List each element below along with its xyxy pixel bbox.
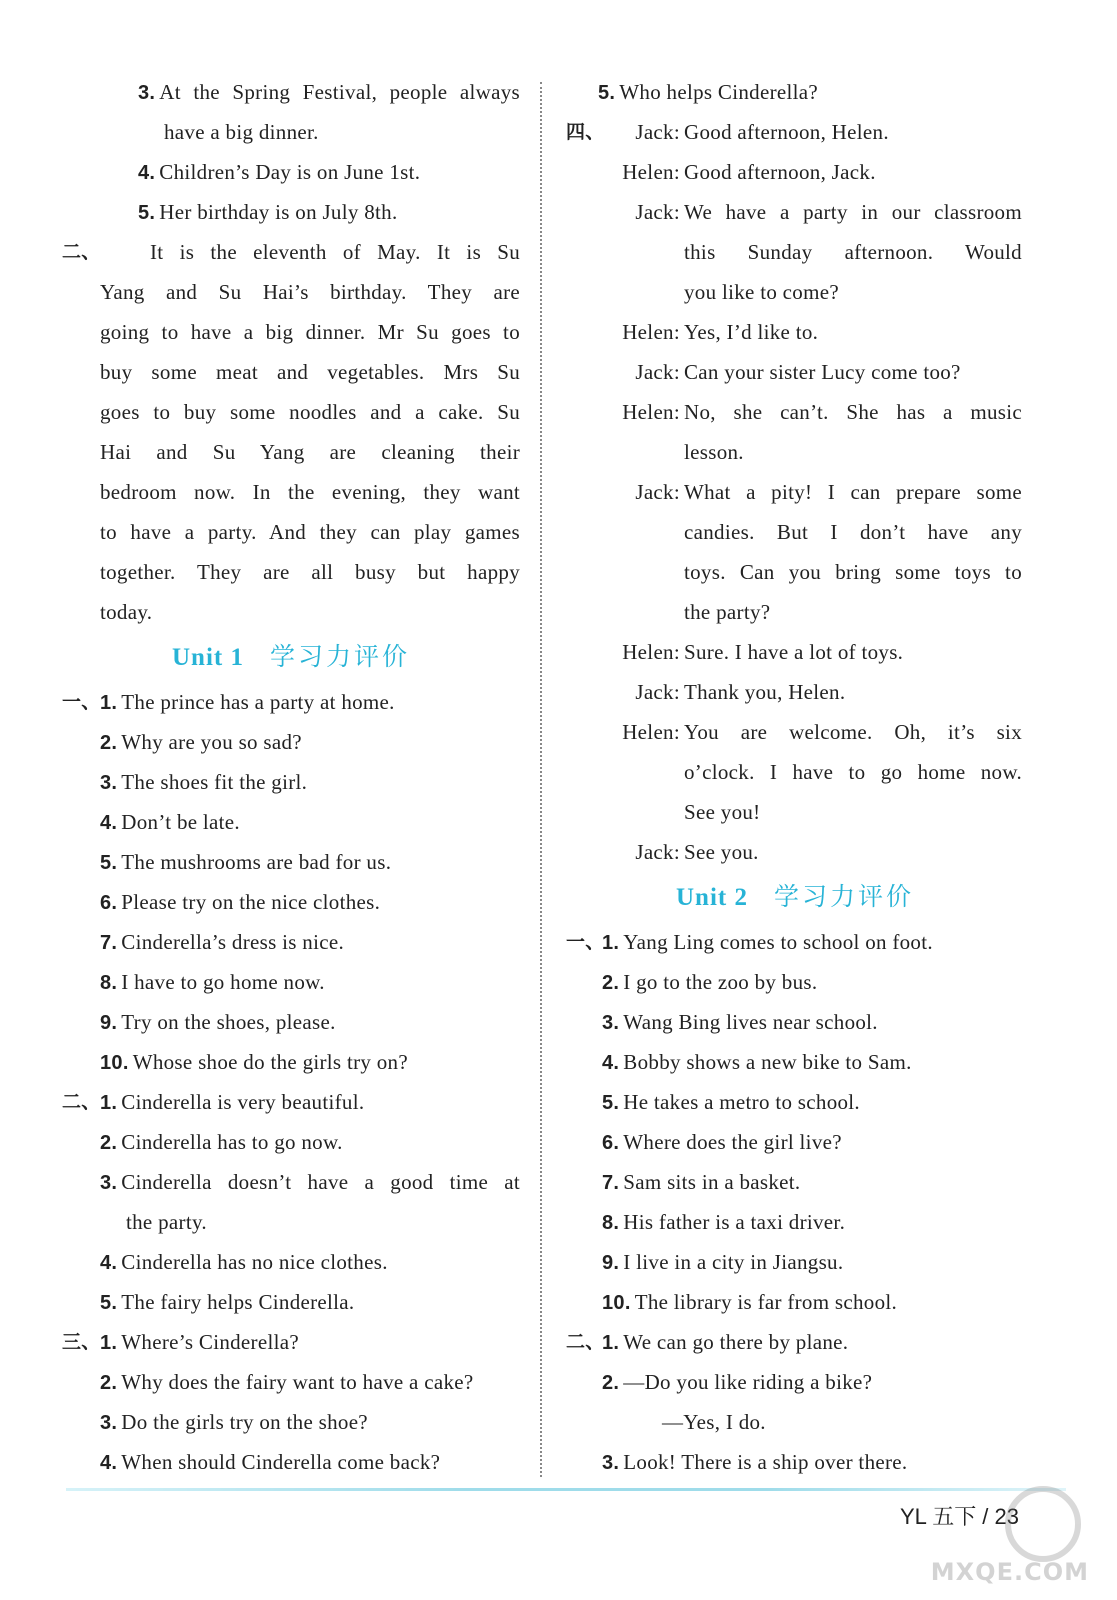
item-text: Don’t be late. xyxy=(121,810,240,834)
item-text: The mushrooms are bad for us. xyxy=(121,850,392,874)
list-item xyxy=(566,1162,1024,1202)
speaker-label: Jack: xyxy=(635,480,680,504)
item-text: —Do you like riding a bike? xyxy=(623,1370,873,1394)
list-item xyxy=(62,152,520,192)
item-number: 4. xyxy=(100,1452,118,1474)
item-text: have a big dinner. xyxy=(164,120,319,144)
watermark-circle-icon xyxy=(1005,1486,1081,1562)
dialogue-line xyxy=(566,152,1024,192)
list-item xyxy=(62,1402,520,1442)
item-text: Children’s Day is on June 1st. xyxy=(159,160,421,184)
dialogue-text: toys. Can you bring some toys to xyxy=(684,560,1022,584)
question-5 xyxy=(566,72,1024,112)
list-item xyxy=(62,722,520,762)
item-number: 4. xyxy=(100,1252,118,1274)
item-number: 2. xyxy=(100,1372,118,1394)
passage-line xyxy=(62,552,520,592)
item-number: 9. xyxy=(602,1252,620,1274)
section-marker: 一、 xyxy=(566,931,605,953)
passage-line xyxy=(62,592,520,632)
list-item xyxy=(566,1282,1024,1322)
list-item xyxy=(566,1322,1024,1362)
dialogue-line xyxy=(566,392,1024,432)
item-number: 6. xyxy=(602,1132,620,1154)
item-number: 4. xyxy=(100,812,118,834)
item-text: Where does the girl live? xyxy=(623,1130,842,1154)
item-text: Sam sits in a basket. xyxy=(623,1170,801,1194)
item-number: 1. xyxy=(100,1332,118,1354)
item-text: He takes a metro to school. xyxy=(623,1090,860,1114)
list-item xyxy=(62,1202,520,1242)
item-number: 3. xyxy=(100,1172,118,1194)
item-text: Cinderella’s dress is nice. xyxy=(121,930,344,954)
section-marker: 一、 xyxy=(62,691,101,713)
item-number: 3. xyxy=(138,82,156,104)
list-item xyxy=(62,1042,520,1082)
item-text: Whose shoe do the girls try on? xyxy=(132,1050,408,1074)
question-number: 5. xyxy=(598,82,616,104)
item-number: 5. xyxy=(100,852,118,874)
item-text: Cinderella has to go now. xyxy=(121,1130,343,1154)
dialogue-text: the party? xyxy=(684,600,771,624)
dialogue-line xyxy=(566,752,1024,792)
list-item xyxy=(566,962,1024,1002)
passage-text: Yang and Su Hai’s birthday. They are xyxy=(100,280,520,304)
unit1-title-cn: 学习力评价 xyxy=(269,642,410,671)
item-number: 9. xyxy=(100,1012,118,1034)
passage-text: today. xyxy=(100,600,153,624)
list-item xyxy=(566,1242,1024,1282)
passage-text: Hai and Su Yang are cleaning their xyxy=(100,440,520,464)
list-item xyxy=(62,842,520,882)
unit2-title-cn: 学习力评价 xyxy=(773,882,914,911)
item-number: 3. xyxy=(602,1452,620,1474)
item-text: Cinderella doesn’t have a good time at xyxy=(121,1170,520,1194)
passage-line xyxy=(62,232,520,272)
dialogue-text: See you! xyxy=(684,800,761,824)
dialogue-text: Good afternoon, Helen. xyxy=(684,120,889,144)
item-number: 8. xyxy=(602,1212,620,1234)
item-text: At the Spring Festival, people always xyxy=(159,80,520,104)
dialogue-line xyxy=(566,232,1024,272)
item-text: Cinderella has no nice clothes. xyxy=(121,1250,388,1274)
speaker-label: Jack: xyxy=(635,200,680,224)
item-text: Where’s Cinderella? xyxy=(121,1330,299,1354)
speaker-label: Helen: xyxy=(622,160,680,184)
item-text: I live in a city in Jiangsu. xyxy=(623,1250,844,1274)
item-text: I have to go home now. xyxy=(121,970,325,994)
watermark-text: MXQE.COM xyxy=(930,1558,1089,1586)
dialogue-line xyxy=(566,632,1024,672)
dialogue-line xyxy=(566,112,1024,152)
item-text: His father is a taxi driver. xyxy=(623,1210,846,1234)
passage-text: bedroom now. In the evening, they want xyxy=(100,480,520,504)
list-item xyxy=(566,1402,1024,1442)
list-item xyxy=(62,192,520,232)
speaker-label: Jack: xyxy=(635,680,680,704)
list-item xyxy=(62,1162,520,1202)
unit1-title-en: Unit 1 xyxy=(172,644,244,671)
list-item xyxy=(62,1282,520,1322)
item-text: the party. xyxy=(126,1210,207,1234)
dialogue-line xyxy=(566,432,1024,472)
column-divider xyxy=(540,82,542,1477)
unit2-title-en: Unit 2 xyxy=(676,884,748,911)
item-text: Try on the shoes, please. xyxy=(121,1010,336,1034)
dialogue-text: lesson. xyxy=(684,440,744,464)
item-number: 1. xyxy=(100,1092,118,1114)
passage-line xyxy=(62,312,520,352)
dialogue-text: See you. xyxy=(684,840,759,864)
dialogue-text: o’clock. I have to go home now. xyxy=(684,760,1022,784)
list-item xyxy=(62,682,520,722)
watermark-logo xyxy=(930,1478,1089,1588)
item-number: 10. xyxy=(100,1052,129,1074)
list-item xyxy=(62,1002,520,1042)
list-item xyxy=(566,1122,1024,1162)
item-text: Yang Ling comes to school on foot. xyxy=(623,930,933,954)
list-item xyxy=(62,1442,520,1482)
item-text: Look! There is a ship over there. xyxy=(623,1450,908,1474)
dialogue-line xyxy=(566,512,1024,552)
speaker-label: Helen: xyxy=(622,640,680,664)
item-number: 4. xyxy=(602,1052,620,1074)
list-item xyxy=(62,112,520,152)
item-number: 4. xyxy=(138,162,156,184)
passage-line xyxy=(62,512,520,552)
item-text: Why are you so sad? xyxy=(121,730,302,754)
item-text: We can go there by plane. xyxy=(623,1330,849,1354)
speaker-label: Helen: xyxy=(622,720,680,744)
speaker-label: Helen: xyxy=(622,400,680,424)
item-text: Why does the fairy want to have a cake? xyxy=(121,1370,474,1394)
item-number: 5. xyxy=(602,1092,620,1114)
passage-text: buy some meat and vegetables. Mrs Su xyxy=(100,360,520,384)
list-item xyxy=(62,1362,520,1402)
page-number: YL 五下 / 23 xyxy=(899,1504,1019,1529)
list-item xyxy=(566,1442,1024,1482)
list-item xyxy=(566,1042,1024,1082)
item-number: 10. xyxy=(602,1292,631,1314)
dialogue-text: this Sunday afternoon. Would xyxy=(684,240,1022,264)
item-text: Her birthday is on July 8th. xyxy=(159,200,398,224)
dialogue-text: Sure. I have a lot of toys. xyxy=(684,640,904,664)
item-number: 3. xyxy=(100,772,118,794)
dialogue-line xyxy=(566,672,1024,712)
item-text: I go to the zoo by bus. xyxy=(623,970,818,994)
item-text: —Yes, I do. xyxy=(662,1410,766,1434)
list-item xyxy=(62,802,520,842)
item-text: Cinderella is very beautiful. xyxy=(121,1090,365,1114)
passage-text: goes to buy some noodles and a cake. Su xyxy=(100,400,520,424)
speaker-label: Jack: xyxy=(635,840,680,864)
item-text: Please try on the nice clothes. xyxy=(121,890,381,914)
speaker-label: Jack: xyxy=(635,120,680,144)
dialogue-text: Thank you, Helen. xyxy=(684,680,846,704)
list-item xyxy=(62,1242,520,1282)
item-number: 6. xyxy=(100,892,118,914)
item-number: 2. xyxy=(602,972,620,994)
item-number: 2. xyxy=(602,1372,620,1394)
footer-rule xyxy=(66,1488,1066,1491)
dialogue-text: Can your sister Lucy come too? xyxy=(684,360,961,384)
unit1-title xyxy=(62,632,520,682)
item-text: Wang Bing lives near school. xyxy=(623,1010,878,1034)
passage-text: It is the eleventh of May. It is Su xyxy=(150,240,520,264)
list-item xyxy=(62,922,520,962)
dialogue-text: Good afternoon, Jack. xyxy=(684,160,876,184)
item-number: 3. xyxy=(100,1412,118,1434)
list-item xyxy=(62,762,520,802)
item-number: 1. xyxy=(602,932,620,954)
dialogue-line xyxy=(566,272,1024,312)
item-number: 1. xyxy=(602,1332,620,1354)
list-item xyxy=(566,1002,1024,1042)
speaker-label: Jack: xyxy=(635,360,680,384)
dialogue-line xyxy=(566,552,1024,592)
list-item xyxy=(62,882,520,922)
passage-line xyxy=(62,472,520,512)
item-text: Bobby shows a new bike to Sam. xyxy=(623,1050,912,1074)
item-text: The shoes fit the girl. xyxy=(121,770,308,794)
passage-line xyxy=(62,432,520,472)
item-number: 2. xyxy=(100,1132,118,1154)
dialogue-text: Yes, I’d like to. xyxy=(684,320,819,344)
item-number: 2. xyxy=(100,732,118,754)
right-column xyxy=(566,72,1024,1482)
section-marker: 二、 xyxy=(566,1331,605,1353)
dialogue-line xyxy=(566,352,1024,392)
list-item xyxy=(566,922,1024,962)
dialogue-line xyxy=(566,712,1024,752)
item-number: 3. xyxy=(602,1012,620,1034)
dialogue-text: What a pity! I can prepare some xyxy=(684,480,1022,504)
list-item xyxy=(62,962,520,1002)
dialogue-line xyxy=(566,792,1024,832)
passage-text: going to have a big dinner. Mr Su goes to xyxy=(100,320,520,344)
list-item xyxy=(566,1082,1024,1122)
item-number: 5. xyxy=(138,202,156,224)
speaker-label: Helen: xyxy=(622,320,680,344)
item-number: 8. xyxy=(100,972,118,994)
item-text: The fairy helps Cinderella. xyxy=(121,1290,355,1314)
passage-text: to have a party. And they can play games xyxy=(100,520,520,544)
dialogue-line xyxy=(566,192,1024,232)
item-text: Do the girls try on the shoe? xyxy=(121,1410,368,1434)
item-number: 7. xyxy=(100,932,118,954)
dialogue-line xyxy=(566,312,1024,352)
item-text: The prince has a party at home. xyxy=(121,690,395,714)
item-number: 7. xyxy=(602,1172,620,1194)
passage-line xyxy=(62,272,520,312)
item-text: When should Cinderella come back? xyxy=(121,1450,441,1474)
passage-line xyxy=(62,392,520,432)
item-number: 1. xyxy=(100,692,118,714)
passage-line xyxy=(62,352,520,392)
section-marker: 二、 xyxy=(62,1091,101,1113)
passage-text: together. They are all busy but happy xyxy=(100,560,520,584)
dialogue-text: We have a party in our classroom xyxy=(684,200,1022,224)
list-item xyxy=(62,1122,520,1162)
section-marker: 三、 xyxy=(62,1331,101,1353)
list-item xyxy=(62,72,520,112)
question-text: Who helps Cinderella? xyxy=(619,80,819,104)
list-item xyxy=(566,1362,1024,1402)
section-marker: 四、 xyxy=(566,121,605,143)
dialogue-line xyxy=(566,472,1024,512)
dialogue-text: candies. But I don’t have any xyxy=(684,520,1022,544)
dialogue-text: You are welcome. Oh, it’s six xyxy=(684,720,1022,744)
list-item xyxy=(566,1202,1024,1242)
dialogue-line xyxy=(566,592,1024,632)
list-item xyxy=(62,1322,520,1362)
item-text: The library is far from school. xyxy=(634,1290,898,1314)
section-marker: 二、 xyxy=(62,241,101,263)
list-item xyxy=(62,1082,520,1122)
unit2-title xyxy=(566,872,1024,922)
dialogue-text: you like to come? xyxy=(684,280,839,304)
item-number: 5. xyxy=(100,1292,118,1314)
dialogue-line xyxy=(566,832,1024,872)
dialogue-text: No, she can’t. She has a music xyxy=(684,400,1022,424)
left-column xyxy=(62,72,520,1482)
